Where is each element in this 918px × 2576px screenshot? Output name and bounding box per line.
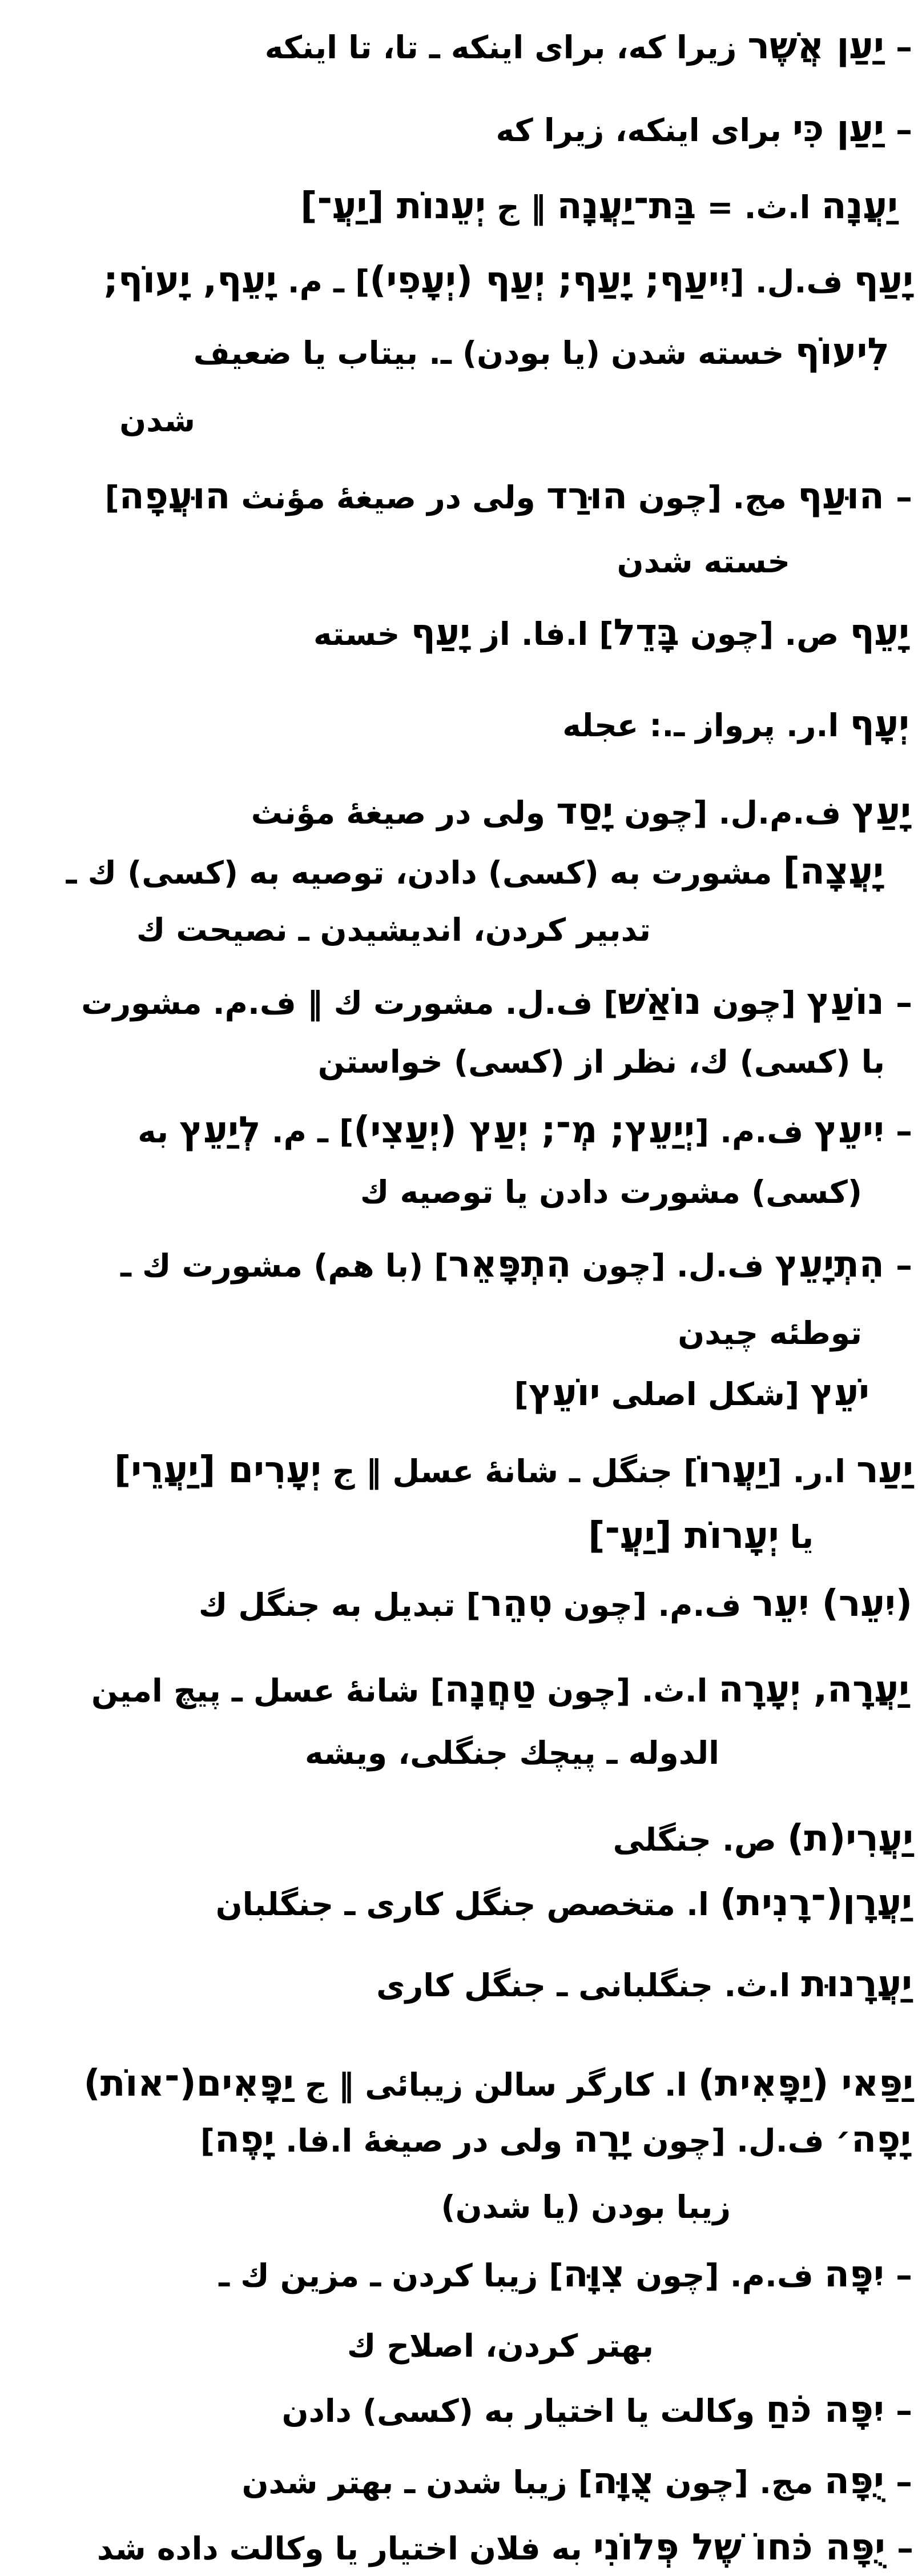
hebrew-headword-text: יָעֲצָה] [783,850,884,893]
hebrew-headword-text: יְעָף [849,703,909,745]
persian-definition-text: ف.ل. [ [730,263,854,300]
persian-definition-text: ولى در صيغۀ مؤنث [251,795,557,831]
persian-definition-text: ] ـ م. [260,1113,354,1150]
entry-line [216,1883,912,1925]
entry-line [514,1373,869,1415]
hebrew-headword-text: טִהֵר [480,1583,553,1625]
hebrew-headword-text: הוּרַד [546,475,627,517]
entry-line [120,1244,912,1286]
hebrew-headword-text: יִיעַף; יָעַף; יְעַף (יְעָפִי) [369,259,730,302]
entry-line [617,544,790,580]
entry-line [282,2389,912,2431]
hebrew-headword-text: יֻפָּה [824,2460,884,2502]
persian-definition-text: با (كسى) ك، نظر از (كسى) خواستن [317,1044,885,1080]
hebrew-headword-text: הוּעַף [798,475,884,517]
persian-definition-text: ص. جنگلى [613,1821,788,1858]
entry-line [103,260,913,302]
subentry-dash: – [884,478,912,516]
hebrew-headword-text: יוֹעֵץ [528,1372,601,1414]
subentry-dash: – [884,2391,912,2430]
entry-line [97,2527,913,2569]
persian-definition-text: تدبير كردن، انديشيدن ـ نصيحت ك [136,912,651,948]
entry-line [265,26,912,68]
hebrew-headword-text: יָעַף [410,612,471,654]
hebrew-headword-text: יָפֶה [214,2118,275,2161]
entry-line [496,109,912,151]
persian-definition-text: ا.ث. [چون [536,1672,719,1709]
persian-definition-text: ] زيبا كردن ـ مزين ك ـ [219,2257,563,2294]
hebrew-headword-text: (יִעֵר) יִעֵר [752,1583,912,1625]
subentry-dash: – [884,1112,912,1150]
persian-definition-text: خسته شدن (يا بودن) ـ. بيتاب يا ضعيف [193,335,795,371]
hebrew-headword-text: יָעֵף, יָעוֹף; [103,259,277,302]
subentry-dash: – [884,983,912,1022]
hebrew-headword-text: יַעַר [856,1449,913,1491]
entry-line [318,1044,885,1080]
hebrew-headword-text: יֻפָּה כֹּחוֹ שֶׁל פְּלוֹנִי [593,2526,885,2569]
persian-definition-text: [شكل اصلى [600,1376,811,1413]
persian-definition-text: ] جنگل ـ شانۀ عسل ‖ ج [321,1453,698,1490]
persian-definition-text: ] [104,479,119,516]
hebrew-headword-text: נוֹאַשׁ [618,981,702,1023]
entry-line [138,1110,912,1152]
subentry-dash: – [884,2256,912,2294]
hebrew-headword-text: הוּעֲפָה [119,475,231,517]
entry-line [376,1964,912,2006]
persian-definition-text: [چون [701,985,807,1021]
entry-line [81,981,912,1024]
persian-definition-text: ] (با هم) مشورت ك ـ [120,1247,449,1284]
hebrew-headword-text: יַעֲנָה [821,185,898,227]
persian-definition-text: ] ا.فا. از [470,616,614,652]
hebrew-headword-text: יַעֲרוֹ [698,1449,768,1491]
persian-definition-text: الدوله ـ پيچك جنگلى، ويشه [304,1735,719,1771]
hebrew-headword-text: יַעֲרָן(־רָנִית) [719,1882,912,1924]
entry-line [219,2254,912,2296]
persian-definition-text: شدن [119,402,195,439]
hebrew-headword-text: יַעֲרָנוּת [801,1963,912,2005]
persian-definition-text: ] ـ م. [276,263,370,300]
persian-definition-text: ف.م. [ [694,1113,815,1150]
hebrew-headword-text: יִפָּה כֹּחַ [766,2389,884,2431]
hebrew-headword-text: יָרָה [573,2118,631,2161]
hebrew-headword-text: יִיעֵץ [814,1109,884,1151]
persian-definition-text: ] [200,2122,215,2159]
entry-line [347,2328,654,2364]
persian-definition-text: زيرا كه، براى اينكه ـ تا، تا اينكه [264,29,748,66]
persian-definition-text: ا.ر. پرواز ـ.: عجله [562,707,850,744]
persian-definition-text: ف.م. [چون [552,1587,752,1623]
persian-definition-text: ] تبديل به جنگل ك [198,1587,481,1623]
entry-line [588,1515,814,1558]
persian-definition-text: ] شانۀ عسل ـ پيچ امين [91,1672,445,1709]
entry-line [119,403,195,439]
persian-definition-text: ص. [چون [679,616,850,652]
hebrew-headword-text: הִתְיָעֵץ [775,1243,884,1286]
persian-definition-text: مج. [چون [627,479,798,516]
hebrew-headword-text: לִיעוֹף [795,331,889,373]
entry-line [313,612,909,655]
persian-definition-text: توطئه چيدن [678,1315,862,1351]
hebrew-headword-text: יֹעֵץ [810,1372,869,1414]
subentry-dash: – [884,110,912,149]
hebrew-headword-text: צֻוָּה [592,2460,654,2502]
persian-definition-text: ا.ر. [ [767,1453,857,1490]
persian-definition-text: به [138,1113,180,1150]
entry-line [136,912,651,948]
subentry-dash: – [884,1246,912,1285]
persian-definition-text: ا.ث. جنگلبانى ـ جنگل كارى [376,1967,802,2004]
hebrew-headword-text: יָעַף [853,259,913,302]
persian-definition-text: ا. متخصص جنگل كارى ـ جنگلبان [215,1886,720,1923]
persian-definition-text: ف.ل. [چون [631,2122,835,2159]
entry-line [305,1735,719,1771]
entry-line [199,1583,912,1626]
persian-definition-text: يا [779,1519,814,1555]
persian-definition-text: بهتر كردن، اصلاح ك [347,2328,654,2364]
entry-line [91,1669,909,1711]
hebrew-headword-text: בַּת־יַעֲנָה [557,185,696,227]
hebrew-headword-text: נוֹעַץ [806,981,884,1023]
persian-definition-text: خسته [313,616,411,652]
entry-line [200,2119,911,2161]
entry-line [83,2063,913,2105]
hebrew-headword-text: יַעַן אֲשֶׁר [747,25,884,67]
entry-line [66,851,884,893]
entry-line [251,791,911,833]
hebrew-headword-text: טַחֲנָה [444,1668,537,1711]
persian-definition-text: ف.م.ل. [چون [613,795,852,831]
persian-definition-text: ولى در صيغۀ مؤنث [230,479,546,516]
persian-definition-text: ف.ل. [چون [571,1247,775,1284]
hebrew-headword-text: יָעַץ [852,791,911,833]
persian-definition-text: براى اينكه، زيرا كه [496,112,793,149]
subentry-dash: – [885,2529,913,2567]
persian-definition-text: ] زيبا شدن ـ بهتر شدن [241,2464,593,2501]
persian-definition-text: ا.ث. = [696,189,822,226]
persian-definition-text: (كسى) مشورت دادن يا توصيه ك [360,1174,862,1210]
entry-line [114,1450,913,1492]
hebrew-headword-text: בָּדֵל [613,612,679,654]
persian-definition-text: ف.م. [چون [625,2257,824,2294]
hebrew-headword-text: יַעֲרָה, יְעָרָה [718,1668,909,1711]
persian-definition-text: ‖ ج [485,189,557,226]
hebrew-headword-text: יַפַּאי (יַפָּאִית) [698,2063,913,2105]
hebrew-headword-text: צִוָּה [563,2253,625,2296]
hebrew-headword-text: יִפָּה [824,2253,884,2296]
hebrew-headword-text: הִתְפָּאֵר [448,1243,571,1286]
persian-definition-text: وكالت يا اختيار به (كسى) دادن [281,2393,766,2429]
entry-line [242,2461,912,2503]
persian-definition-text: خسته شدن [617,543,790,580]
hebrew-headword-text: יְעֵנוֹת [יַעֲ־] [300,185,486,227]
entry-line [194,331,889,374]
subentry-dash: – [884,2462,912,2501]
persian-definition-text: ] [514,1376,529,1413]
entry-line [360,1174,862,1210]
hebrew-headword-text: לְיַעֵץ [179,1109,261,1151]
entry-line [441,2189,731,2225]
hebrew-headword-text: יְעָרִים [יַעֲרֵי] [114,1449,321,1491]
entry-line [105,476,912,518]
persian-definition-text: مشورت به (كسى) دادن، توصيه به (كسى) ك ـ [66,854,783,891]
hebrew-headword-text: יָפָה׳ [835,2118,911,2161]
persian-definition-text: به فلان اختيار يا وكالت داده شد [96,2530,593,2567]
subentry-dash: – [884,27,912,66]
persian-definition-text: مج. [چون [654,2464,824,2501]
entry-line [300,186,898,228]
persian-definition-text: ] ف.ل. مشورت ك ‖ ف.م. مشورت [81,985,618,1021]
hebrew-headword-text: יַעֲרִי(ת) [787,1817,913,1860]
entry-line [613,1818,913,1860]
hebrew-headword-text: יַעַן כִּי [792,108,884,150]
entry-line [678,1315,862,1351]
hebrew-headword-text: יְעָרוֹת [יַעֲ־] [588,1515,779,1557]
hebrew-headword-text: יְיַעֵץ; מְ־; יְעַץ (יְעַצִי) [353,1109,695,1151]
persian-definition-text: ولى در صيغۀ ا.فا. [274,2122,574,2159]
hebrew-headword-text: יָסַד [556,791,614,833]
entry-line [562,704,909,746]
hebrew-headword-text: יָעֵף [849,612,909,654]
persian-definition-text: زيبا بودن (يا شدن) [441,2189,731,2225]
hebrew-headword-text: יַפָּאִים(־אוֹת) [83,2063,294,2105]
persian-definition-text: ا. كارگر سالن زيبائى ‖ ج [293,2067,698,2103]
